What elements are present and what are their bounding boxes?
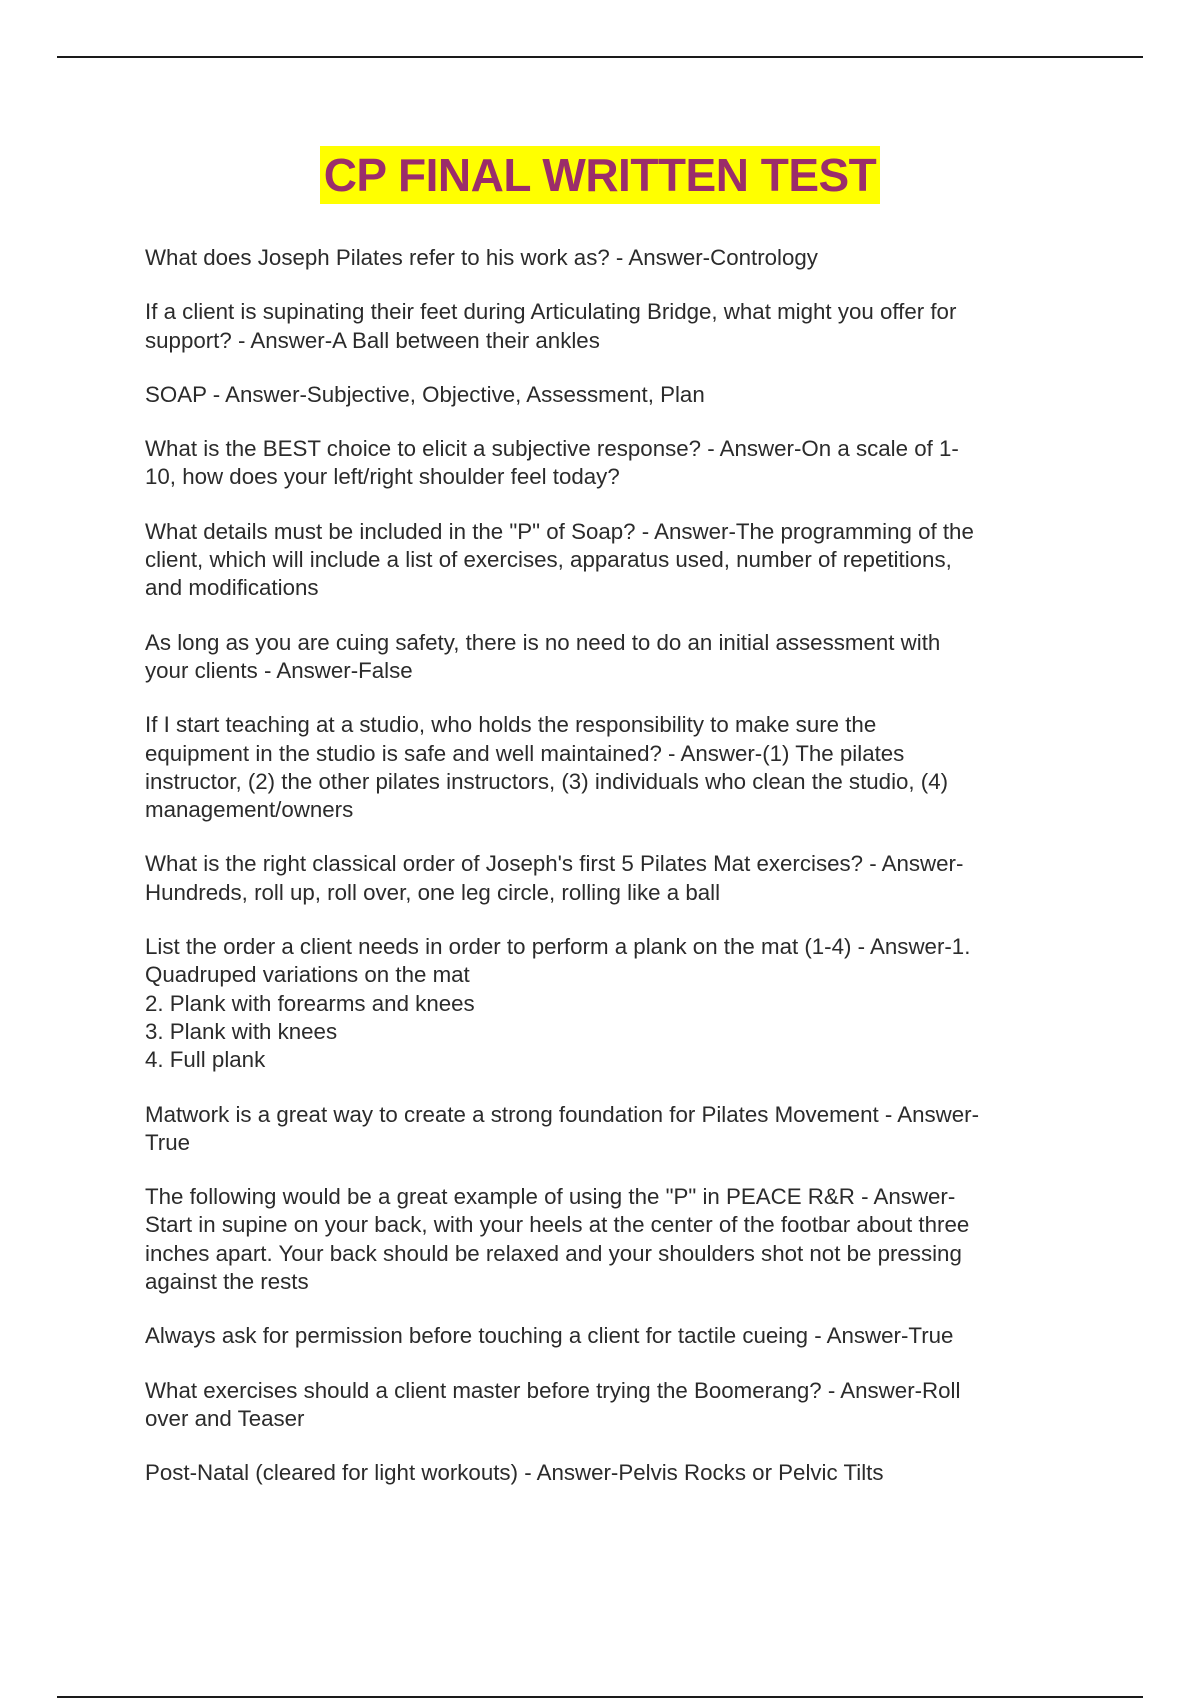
qa-text-line: As long as you are cuing safety, there is no need to do an initial assessment with: [145, 629, 941, 655]
qa-text-line: Quadruped variations on the mat: [145, 962, 470, 988]
qa-text-line: Post-Natal (cleared for light workouts) - Answer-Pelvis Rocks or Pelvic Tilts: [145, 1460, 884, 1486]
title-container: [0, 146, 1200, 204]
qa-text-line: support? - Answer-A Ball between their ankles: [145, 327, 600, 353]
qa-text-line: What is the BEST choice to elicit a subjective response? - Answer-On a scale of 1-: [145, 436, 959, 462]
qa-item: [145, 1183, 1065, 1296]
qa-text-line: SOAP - Answer-Subjective, Objective, Assessment, Plan: [145, 381, 705, 407]
qa-text-line: Matwork is a great way to create a strong foundation for Pilates Movement - Answer-: [145, 1101, 980, 1127]
qa-text-line: management/owners: [145, 797, 354, 823]
qa-item: [145, 1322, 1065, 1350]
top-rule: [57, 56, 1143, 58]
qa-item: [145, 850, 1065, 907]
qa-text-line: 4. Full plank: [145, 1047, 266, 1073]
qa-text-line: client, which will include a list of exercises, apparatus used, number of repetitions,: [145, 547, 952, 573]
qa-text-line: over and Teaser: [145, 1405, 305, 1431]
qa-list: [145, 244, 1065, 1514]
qa-item: [145, 381, 1065, 409]
qa-item: [145, 629, 1065, 686]
qa-text-line: The following would be a great example of using the "P" in PEACE R&R - Answer-: [145, 1184, 956, 1210]
qa-item: [145, 933, 1065, 1074]
qa-text-line: 3. Plank with knees: [145, 1018, 338, 1044]
qa-text-line: inches apart. Your back should be relaxed and your shoulders shot not be pressing: [145, 1240, 962, 1266]
qa-text-line: 10, how does your left/right shoulder feel today?: [145, 464, 620, 490]
qa-item: [145, 1101, 1065, 1158]
qa-text-line: What is the right classical order of Joseph's first 5 Pilates Mat exercises? - Answer-: [145, 851, 964, 877]
qa-item: [145, 1377, 1065, 1434]
qa-text-line: against the rests: [145, 1269, 309, 1295]
qa-text-line: instructor, (2) the other pilates instructors, (3) individuals who clean the studio, (4): [145, 768, 949, 794]
qa-text-line: True: [145, 1129, 191, 1155]
qa-item: [145, 298, 1065, 355]
qa-text-line: 2. Plank with forearms and knees: [145, 990, 475, 1016]
qa-text-line: If a client is supinating their feet during Articulating Bridge, what might you offer for: [145, 299, 957, 325]
qa-item: [145, 518, 1065, 603]
qa-text-line: Start in supine on your back, with your heels at the center of the footbar about three: [145, 1212, 970, 1238]
qa-text-line: If I start teaching at a studio, who holds the responsibility to make sure the: [145, 712, 877, 738]
qa-text-line: What does Joseph Pilates refer to his work as? - Answer-Contrology: [145, 245, 818, 270]
qa-text-line: What details must be included in the "P" of Soap? - Answer-The programming of the: [145, 518, 974, 544]
qa-text-line: your clients - Answer-False: [145, 657, 413, 683]
qa-text-line: What exercises should a client master before trying the Boomerang? - Answer-Roll: [145, 1377, 961, 1403]
qa-item: [145, 244, 1065, 272]
qa-item: [145, 1459, 1065, 1487]
qa-text-line: and modifications: [145, 575, 319, 601]
qa-text-line: Always ask for permission before touching a client for tactile cueing - Answer-True: [145, 1323, 954, 1349]
bottom-rule: [57, 1696, 1143, 1698]
qa-item: [145, 711, 1065, 824]
qa-text-line: List the order a client needs in order to perform a plank on the mat (1-4) - Answer-1.: [145, 934, 971, 960]
page-title: CP FINAL WRITTEN TEST: [320, 146, 881, 204]
qa-item: [145, 435, 1065, 492]
qa-text-line: Hundreds, roll up, roll over, one leg circle, rolling like a ball: [145, 879, 721, 905]
qa-text-line: equipment in the studio is safe and well maintained? - Answer-(1) The pilates: [145, 740, 905, 766]
